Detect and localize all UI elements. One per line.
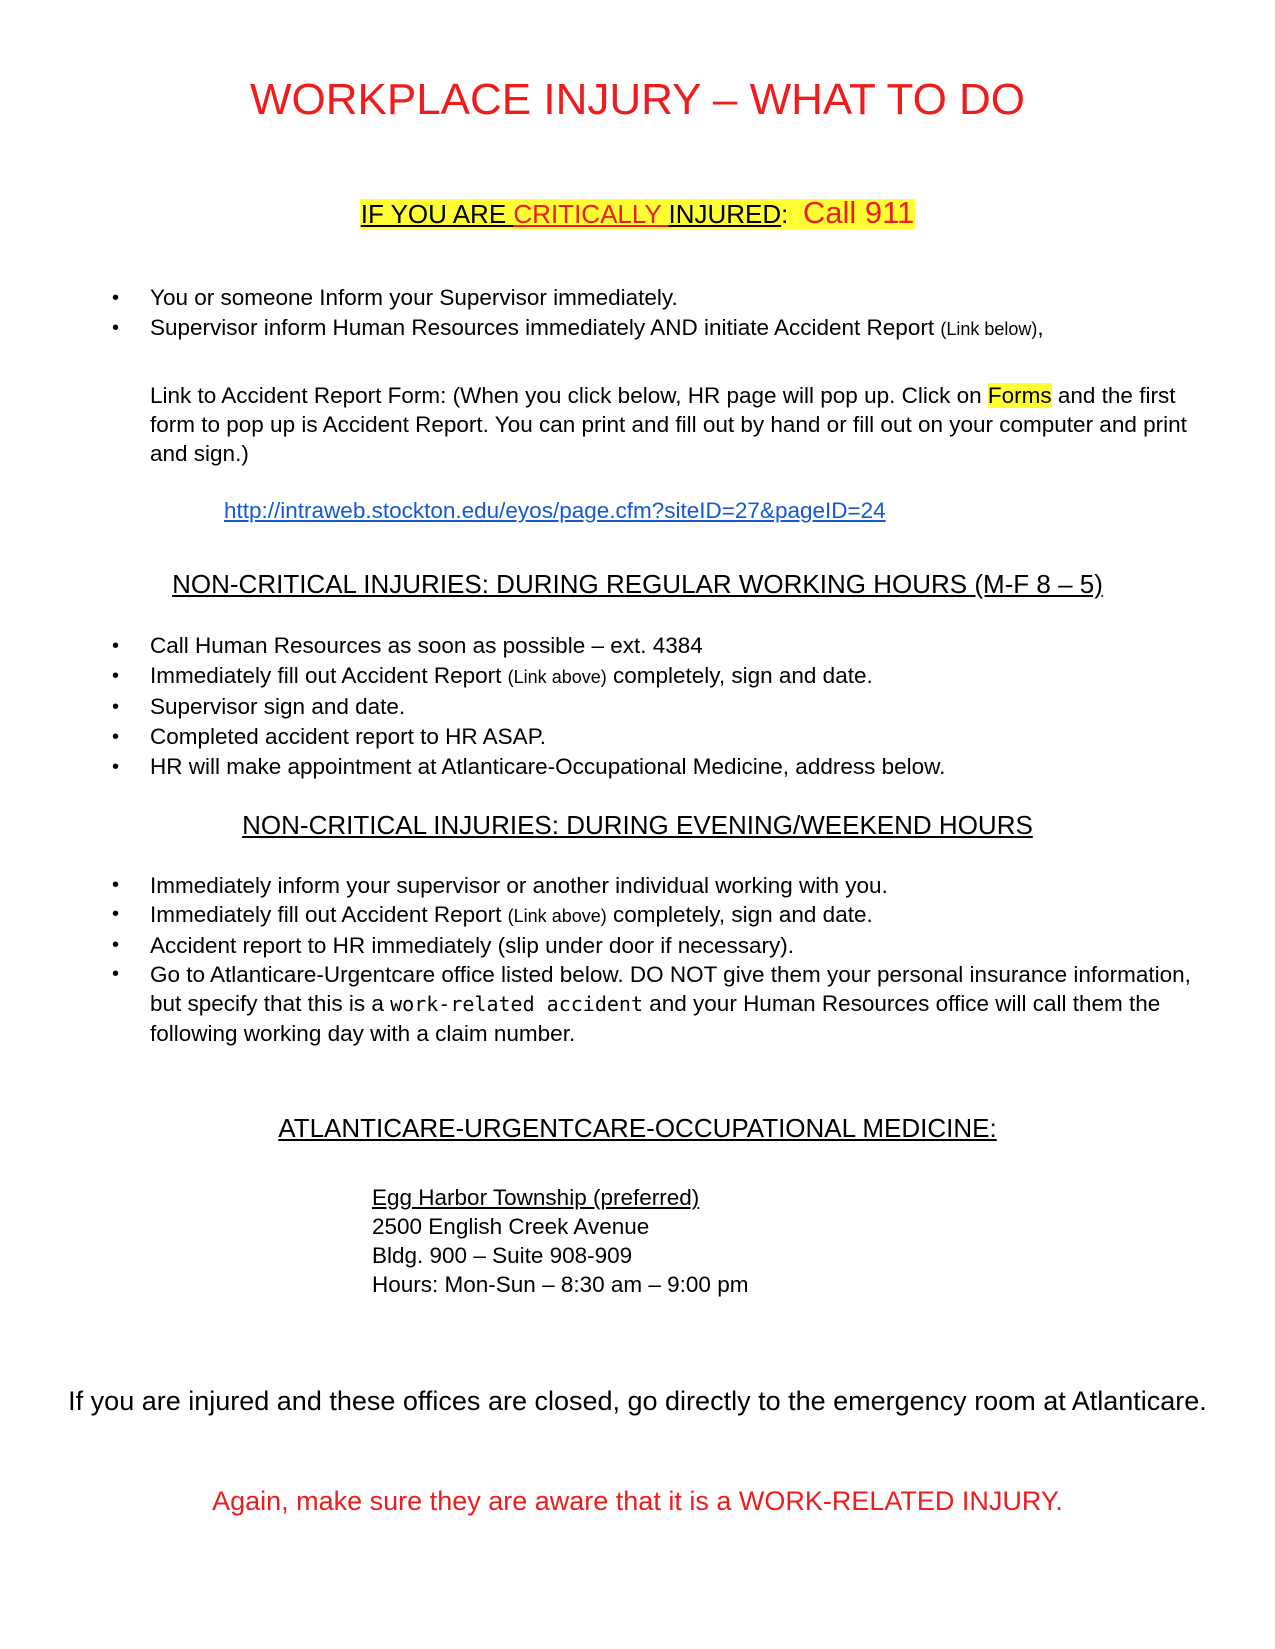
regular-hours-list [112,631,1212,782]
evening-hours-list [112,871,1212,1048]
work-related-phrase: work-related accident [390,992,643,1016]
critical-injury-notice [0,196,1275,231]
clinic-location: Egg Harbor Township (preferred) [372,1185,700,1210]
list-item [112,900,1212,931]
instructions-text: Link to Accident Report Form: (When you click below, HR page will pop up. Click on [150,383,988,408]
link-above-note: (Link above) [507,667,607,687]
regular-hours-heading: NON-CRITICAL INJURIES: DURING REGULAR WORKING HOURS (M-F 8 – 5) [172,569,1103,599]
list-item [112,752,1212,782]
list-item [112,692,1212,722]
list-item-text: and your Human Resources office will call them the following working day with a claim number. [150,991,1161,1046]
list-item-text: Call Human Resources as soon as possible – ext. 4384 [150,633,703,658]
list-item [112,283,1212,313]
list-item [112,661,1212,692]
clinic-building: Bldg. 900 – Suite 908-909 [372,1243,633,1268]
critical-part1: IF YOU ARE [360,199,514,229]
list-item [112,871,1212,900]
critical-colon: : [781,199,803,229]
list-item-text: completely, sign and date. [606,902,873,927]
clinic-hours: Hours: Mon-Sun – 8:30 am – 9:00 pm [372,1272,749,1297]
work-related-reminder: Again, make sure they are aware that it is a WORK-RELATED INJURY. [212,1486,1063,1516]
list-item-text: Immediately fill out Accident Report [150,663,508,688]
list-item-text: Supervisor inform Human Resources immediately AND initiate Accident Report [150,315,941,340]
accident-report-instructions [150,381,1190,468]
initial-steps-list [112,283,1212,344]
list-item [112,722,1212,752]
list-item-text: Go to Atlanticare-Urgentcare office listed below. DO NOT give them your personal insurance information, but specify that this is a [150,962,1191,1016]
list-item-text: HR will make appointment at Atlanticare-Occupational Medicine, address below. [150,754,946,779]
closing-note: If you are injured and these offices are closed, go directly to the emergency room at Atlanticare. [68,1386,1207,1416]
list-item-text: Supervisor sign and date. [150,694,406,719]
accident-report-link[interactable]: http://intraweb.stockton.edu/eyos/page.cfm?siteID=27&pageID=24 [224,498,886,523]
evening-hours-heading: NON-CRITICAL INJURIES: DURING EVENING/WEEKEND HOURS [242,810,1033,840]
list-item-punct: , [1037,315,1044,340]
link-above-note: (Link above) [507,906,607,926]
instructions-text-end: and the first form to pop up is Accident Report. You can print and fill out by hand or fill out on your computer and print and sign.) [150,383,1187,466]
critical-word: CRITICALLY [513,199,669,229]
critical-part3: INJURED [668,199,782,229]
forms-highlight: Forms [987,383,1052,408]
list-item [112,960,1212,1048]
page-title: WORKPLACE INJURY – WHAT TO DO [249,75,1026,124]
list-item-text: Accident report to HR immediately (slip under door if necessary). [150,933,795,958]
list-item [112,931,1212,960]
list-item-text: You or someone Inform your Supervisor immediately. [150,285,678,310]
list-item-text: Completed accident report to HR ASAP. [150,724,547,749]
list-item-text: Immediately inform your supervisor or another individual working with you. [150,873,888,898]
list-item [112,631,1212,661]
clinic-address [372,1183,748,1299]
list-item-text: Immediately fill out Accident Report [150,902,508,927]
call-911: Call 911 [802,195,915,230]
list-item [112,313,1212,344]
clinic-street: 2500 English Creek Avenue [372,1214,650,1239]
link-below-note: (Link below) [940,319,1038,339]
critical-highlight [360,195,916,230]
list-item-text: completely, sign and date. [606,663,873,688]
medicine-heading: ATLANTICARE-URGENTCARE-OCCUPATIONAL MEDICINE: [278,1113,997,1143]
